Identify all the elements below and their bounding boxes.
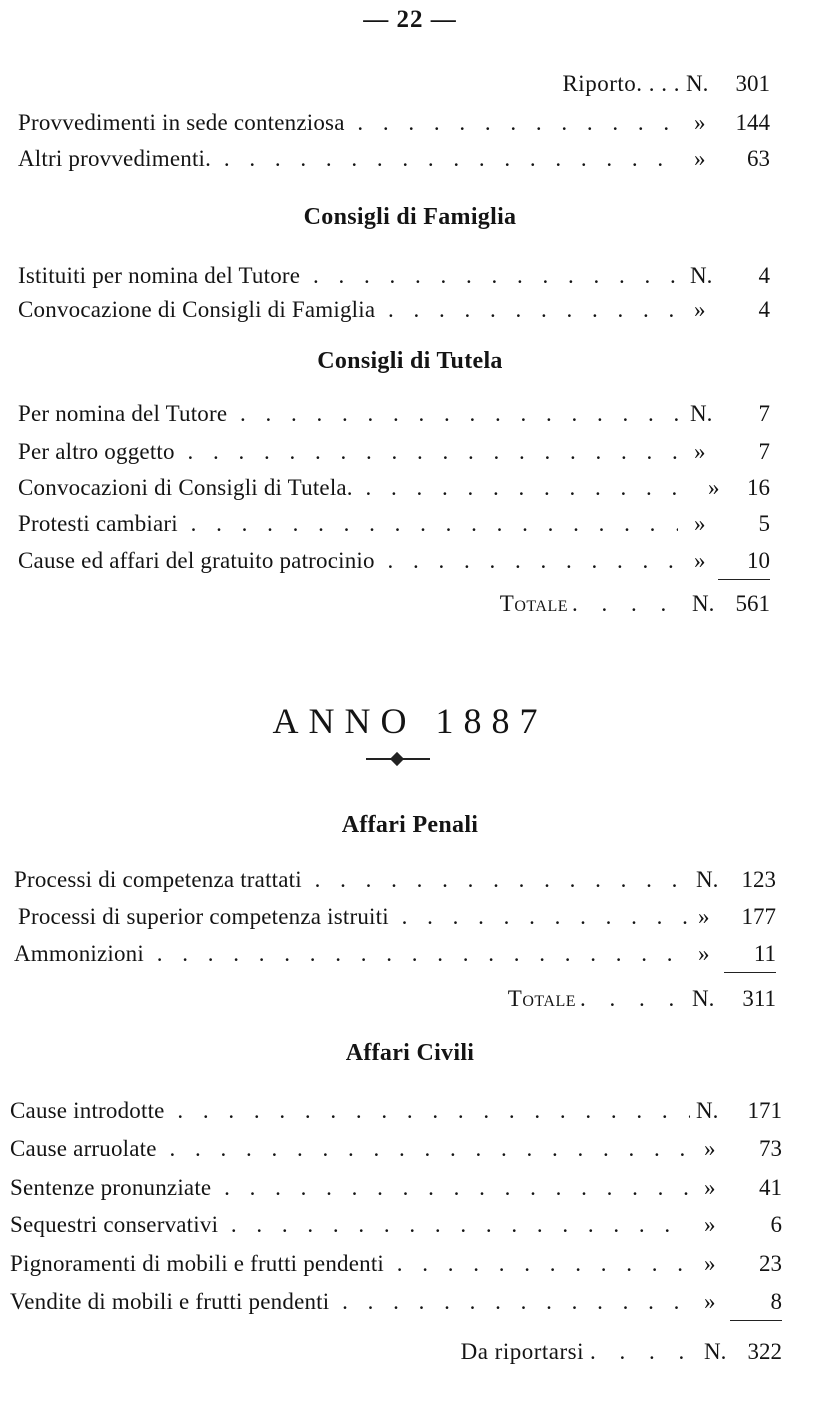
list-item [10,1093,782,1129]
row-label: Convocazione di Consigli di Famiglia . . . [18,292,678,328]
row-unit: » [694,110,706,135]
row-value: 4 [758,297,770,322]
row-unit: » [694,511,706,536]
row-value: 11 [724,936,776,973]
row-value: 5 [758,511,770,536]
row-value: 10 [718,543,770,580]
list-item [10,1131,782,1167]
row-label: Altri provvedimenti. . . . [18,141,678,177]
list-item [10,1207,782,1243]
row-unit: N. [696,1098,719,1123]
carry-value: 322 [747,1339,782,1364]
row-label: Convocazioni di Consigli di Tutela. . . . [18,470,698,506]
carry-unit: N. [704,1339,727,1364]
total-label: Totale [499,591,568,616]
row-label: Sequestri conservativi . . . [10,1207,690,1243]
row-label: Sentenze pronunziate . . . [10,1170,690,1206]
row-label: Processi di superior competenza istruiti . . . [18,899,688,935]
row-label: Per altro oggetto . . . [18,434,678,470]
row-unit: » [694,548,706,573]
list-item [18,258,770,294]
list-item [18,396,770,432]
row-unit: N. [690,263,713,288]
row-label: Istituiti per nomina del Tutore . . . [18,258,678,294]
list-item [18,292,770,328]
total-unit: N. [692,591,715,616]
carry-forward-row [0,1334,820,1370]
riporto-value: 301 [735,71,770,96]
list-item [14,862,776,898]
section-heading: Consigli di Famiglia [303,204,517,230]
row-unit: » [698,904,710,929]
row-label: Ammonizioni . . . [14,936,690,972]
list-item [18,470,770,506]
section-heading: Consigli di Tutela [317,348,503,374]
section-heading: Affari Penali [341,812,479,838]
row-value: 73 [759,1136,782,1161]
row-unit: N. [690,401,713,426]
row-unit: N. [696,867,719,892]
row-unit: » [704,1175,716,1200]
row-value: 8 [730,1284,782,1321]
row-unit: » [704,1212,716,1237]
total-row [0,586,820,622]
row-value: 123 [741,867,776,892]
list-item [18,899,776,935]
row-value: 7 [758,439,770,464]
riporto-unit: N. [686,71,709,96]
riporto-row [0,66,820,102]
row-unit: » [694,146,706,171]
row-value: 4 [758,263,770,288]
row-label: Provvedimenti in sede contenziosa . . . [18,105,678,141]
row-value: 63 [747,146,770,171]
row-unit: » [698,941,710,966]
row-label: Per nomina del Tutore . . . [18,396,678,432]
row-label: Vendite di mobili e frutti pendenti . . . [10,1284,690,1320]
riporto-label: Riporto. . . . [562,71,680,96]
list-item [14,936,776,972]
total-dots: . . . . [580,986,684,1011]
row-value: 171 [747,1098,782,1123]
page-number: — 22 — [363,6,457,33]
total-unit: N. [692,986,715,1011]
row-value: 177 [741,904,776,929]
row-unit: » [704,1251,716,1276]
section-heading: Affari Civili [345,1040,475,1066]
list-item [18,105,770,141]
row-unit: » [704,1289,716,1314]
total-dots: . . . . [572,591,676,616]
row-unit: » [704,1136,716,1161]
list-item [10,1170,782,1206]
list-item [18,506,770,542]
list-item [18,543,770,579]
divider-ornament [390,752,404,766]
total-value: 561 [735,591,770,616]
row-label: Pignoramenti di mobili e frutti pendenti . . . [10,1246,690,1282]
row-unit: » [708,475,720,500]
row-label: Processi di competenza trattati . . . [14,862,690,898]
row-label: Cause ed affari del gratuito patrocinio . . . [18,543,678,579]
list-item [18,434,770,470]
year-title: ANNO 1887 [272,701,548,741]
row-label: Protesti cambiari . . . [18,506,678,542]
list-item [10,1284,782,1320]
list-item [18,141,770,177]
total-label: Totale [507,986,576,1011]
row-label: Cause introdotte . . . [10,1093,690,1129]
row-label: Cause arruolate . . . [10,1131,690,1167]
total-value: 311 [742,986,776,1011]
list-item [10,1246,782,1282]
row-value: 144 [735,110,770,135]
total-row [0,981,820,1017]
row-value: 23 [759,1251,782,1276]
carry-label: Da riportarsi [460,1339,584,1364]
row-value: 16 [747,475,770,500]
row-value: 7 [758,401,770,426]
row-unit: » [694,297,706,322]
row-value: 41 [759,1175,782,1200]
row-value: 6 [770,1212,782,1237]
carry-dots: . . . . [590,1339,694,1364]
row-unit: » [694,439,706,464]
